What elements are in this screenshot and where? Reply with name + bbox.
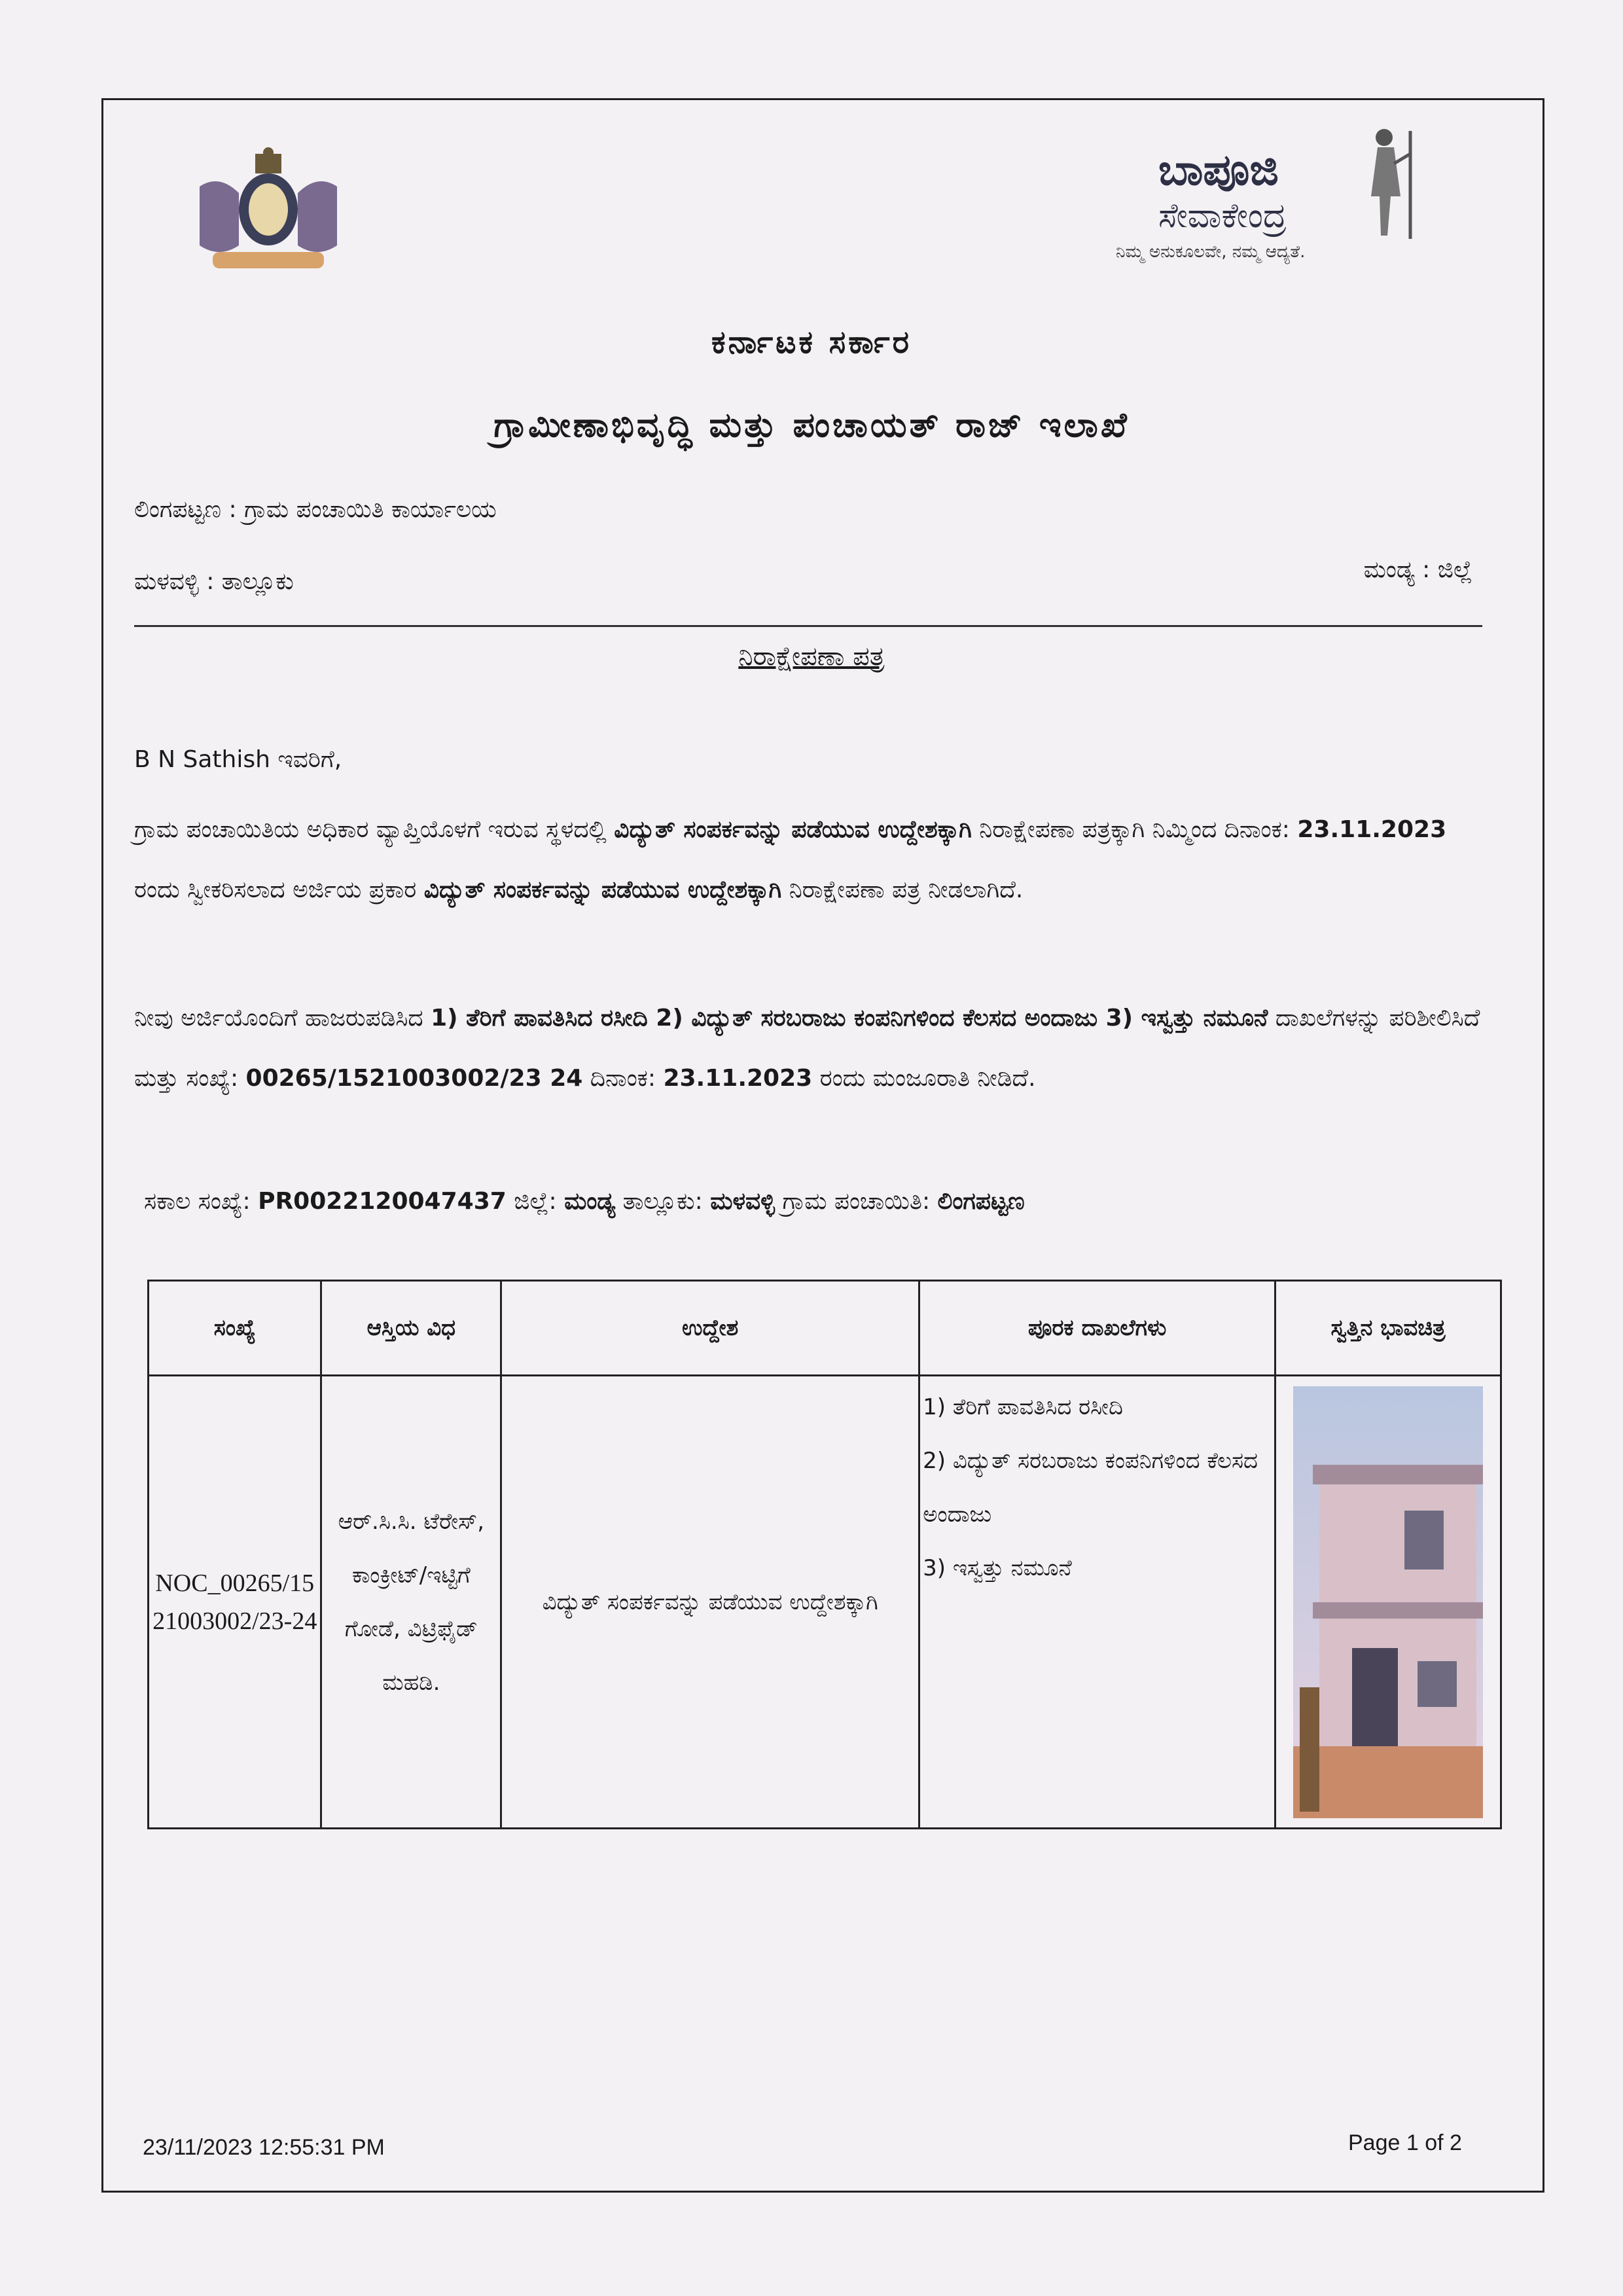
- department-title: ಗ್ರಾಮೀಣಾಭಿವೃದ್ಧಿ ಮತ್ತು ಪಂಚಾಯತ್ ರಾಜ್ ಇಲಾಖೆ: [493, 406, 1130, 445]
- header-property-photo: ಸ್ವತ್ತಿನ ಭಾವಚಿತ್ರ: [1275, 1281, 1501, 1376]
- header-property-type: ಆಸ್ತಿಯ ವಿಧ: [321, 1281, 501, 1376]
- print-timestamp: 23/11/2023 12:55:31 PM: [143, 2135, 385, 2160]
- document-item: 3) ಇಸ್ವತ್ತು ನಮೂನೆ: [923, 1555, 1072, 1581]
- header-divider: [134, 625, 1482, 627]
- page-number: Page 1 of 2: [1348, 2130, 1462, 2155]
- document-item: 1) ತೆರಿಗೆ ಪಾವತಿಸಿದ ರಸೀದಿ: [923, 1394, 1123, 1420]
- paragraph-approval: ನೀವು ಅರ್ಜಿಯೊಂದಿಗೆ ಹಾಜರುಪಡಿಸಿದ 1) ತೆರಿಗೆ ಪಾವತಿಸಿದ ರಸೀದಿ 2) ವಿದ್ಯುತ್ ಸರಬರಾಜು ಕಂಪನಿಗಳಿಂದ ಕೆಲಸದ ಅಂದಾಜು 3) ಇಸ್ವತ್ತು ನಮೂನೆ ದಾಖಲೆಗಳನ್ನು ಪರಿಶೀಲಿಸಿದೆ ಮತ್ತು ಸಂಖ್ಯೆ: 00265/1521003002/23 24 ದಿನಾಂಕ: 23.11.2023 ರಂದು ಮಂಜೂರಾತಿ ನೀಡಿದೆ.: [134, 1005, 1480, 1092]
- panchayat-office: ಲಿಂಗಪಟ್ಟಣ : ಗ್ರಾಮ ಪಂಚಾಯಿತಿ ಕಾರ್ಯಾಲಯ: [134, 496, 497, 523]
- taluk-label: ಮಳವಳ್ಳಿ : ತಾಲ್ಲೂಕು: [134, 568, 294, 595]
- table-row: [149, 1376, 1501, 1829]
- table-header-row: [149, 1281, 1501, 1376]
- property-photo-cell: [1275, 1376, 1501, 1829]
- logo-subtitle: ಸೇವಾಕೇಂದ್ರ: [1158, 196, 1287, 236]
- paragraph-application: ಗ್ರಾಮ ಪಂಚಾಯಿತಿಯ ಅಧಿಕಾರ ವ್ಯಾಪ್ತಿಯೊಳಗೆ ಇರುವ ಸ್ಥಳದಲ್ಲಿ ವಿದ್ಯುತ್ ಸಂಪರ್ಕವನ್ನು ಪಡೆಯುವ ಉದ್ದೇಶಕ್ಕಾಗಿ ನಿರಾಕ್ಷೇಪಣಾ ಪತ್ರಕ್ಕಾಗಿ ನಿಮ್ಮಿಂದ ದಿನಾಂಕ: 23.11.2023 ರಂದು ಸ್ವೀಕರಿಸಲಾದ ಅರ್ಜಿಯ ಪ್ರಕಾರ ವಿದ್ಯುತ್ ಸಂಪರ್ಕವನ್ನು ಪಡೆಯುವ ಉದ್ದೇಶಕ್ಕಾಗಿ ನಿರಾಕ್ಷೇಪಣಾ ಪತ್ರ ನೀಡಲಾಗಿದೆ.: [134, 816, 1447, 903]
- property-photo: [1293, 1386, 1483, 1818]
- district-label: ಮಂಡ್ಯ : ಜಿಲ್ಲೆ: [1363, 556, 1472, 583]
- logo-tagline: ನಿಮ್ಮ ಅನುಕೂಲವೇ, ನಮ್ಮ ಆದ್ಯತೆ.: [1116, 242, 1306, 262]
- sakala-reference: ಸಕಾಲ ಸಂಖ್ಯೆ: PR0022120047437 ಜಿಲ್ಲೆ: ಮಂಡ್ಯ ತಾಲ್ಲೂಕು: ಮಳವಳ್ಳಿ ಗ್ರಾಮ ಪಂಚಾಯಿತಿ: ಲಿಂಗಪಟ್ಟಣ: [144, 1188, 1025, 1215]
- noc-number: NOC_00265/1521003002/23-24: [149, 1376, 321, 1829]
- document-item: 2) ವಿದ್ಯುತ್ ಸರಬರಾಜು ಕಂಪನಿಗಳಿಂದ ಕೆಲಸದ ಅಂದಾಜು: [923, 1448, 1258, 1528]
- property-type: ಆರ್.ಸಿ.ಸಿ. ಟೆರೇಸ್, ಕಾಂಕ್ರೀಟ್/ಇಟ್ಟಿಗೆ ಗೋಡೆ, ವಿಟ್ರಿಫೈಡ್ ಮಹಡಿ.: [321, 1376, 501, 1829]
- salutation: B N Sathish ಇವರಿಗೆ,: [134, 746, 342, 773]
- noc-table: [147, 1280, 1502, 1829]
- karnataka-emblem-icon: [187, 147, 350, 278]
- gandhi-figure-icon: [1355, 124, 1427, 242]
- supporting-documents: [919, 1376, 1275, 1829]
- header-number: ಸಂಖ್ಯೆ: [149, 1281, 321, 1376]
- logo-title: ಬಾಪೂಜಿ: [1158, 144, 1279, 195]
- document-subject: ನಿರಾಕ್ಷೇಪಣಾ ಪತ್ರ: [738, 641, 885, 672]
- purpose: ವಿದ್ಯುತ್ ಸಂಪರ್ಕವನ್ನು ಪಡೆಯುವ ಉದ್ದೇಶಕ್ಕಾಗಿ: [501, 1376, 919, 1829]
- header-purpose: ಉದ್ದೇಶ: [501, 1281, 919, 1376]
- header-documents: ಪೂರಕ ದಾಖಲೆಗಳು: [919, 1281, 1275, 1376]
- government-title: ಕರ್ನಾಟಕ ಸರ್ಕಾರ: [711, 324, 912, 361]
